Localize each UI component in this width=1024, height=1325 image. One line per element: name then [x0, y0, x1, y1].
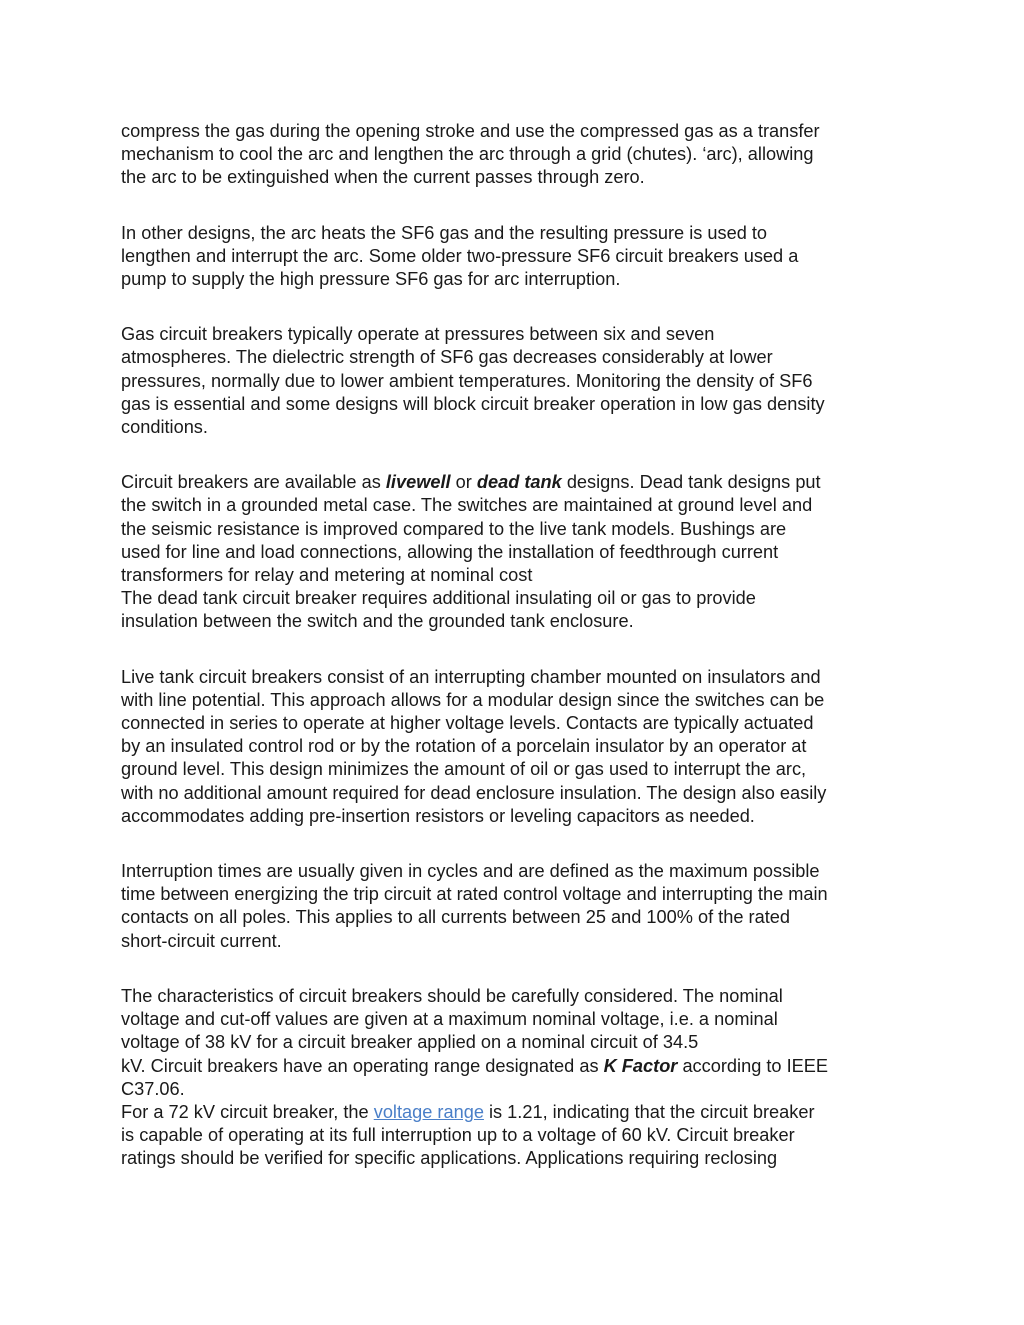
- text-line: Live tank circuit breakers consist of an interrupting chamber mounted on insulators and: [121, 666, 821, 687]
- text-segment: according to IEEE: [677, 1055, 829, 1076]
- text-line: pressures, normally due to lower ambient temperatures. Monitoring the density of SF6: [121, 370, 813, 391]
- text-segment: Circuit breakers are available as: [121, 472, 386, 493]
- paragraph: [121, 323, 911, 439]
- text-line: contacts on all poles. This applies to all currents between 25 and 100% of the rated: [121, 907, 790, 928]
- emphasis-k-factor: K Factor: [603, 1055, 678, 1076]
- text-line: accommodates adding pre-insertion resistors or leveling capacitors as needed.: [121, 805, 755, 826]
- paragraph: [121, 985, 911, 1171]
- text-line: The characteristics of circuit breakers should be carefully considered. The nominal: [121, 985, 783, 1006]
- text-line: insulation between the switch and the grounded tank enclosure.: [121, 611, 634, 632]
- paragraph-spacer: [121, 291, 911, 323]
- text-line: conditions.: [121, 417, 208, 438]
- text-line: short-circuit current.: [121, 930, 282, 951]
- emphasis-dead-tank: dead tank: [476, 472, 562, 493]
- text-line: the switch in a grounded metal case. The switches are maintained at ground level and: [121, 495, 813, 516]
- paragraph-spacer: [121, 634, 911, 666]
- text-line: with line potential. This approach allows for a modular design since the switches can be: [121, 689, 825, 710]
- text-segment: For a 72 kV circuit breaker, the: [121, 1101, 374, 1122]
- text-line: pump to supply the high pressure SF6 gas for arc interruption.: [121, 269, 621, 290]
- emphasis-livewell: livewell: [385, 472, 451, 493]
- text-line: mechanism to cool the arc and lengthen the arc through a grid (chutes). ‘arc), allowing: [121, 144, 814, 165]
- text-line: [121, 1101, 911, 1124]
- text-line: C37.06.: [121, 1078, 185, 1099]
- paragraph-spacer: [121, 439, 911, 471]
- text-line: Gas circuit breakers typically operate at pressures between six and seven: [121, 324, 715, 345]
- text-line: with no additional amount required for dead enclosure insulation. The design also easily: [121, 782, 827, 803]
- text-segment: or: [450, 472, 477, 493]
- text-line: [121, 471, 911, 494]
- text-line: Interruption times are usually given in cycles and are defined as the maximum possible: [121, 861, 820, 882]
- document-body: [121, 120, 911, 1171]
- voltage-range-link[interactable]: voltage range: [373, 1101, 484, 1122]
- paragraph: [121, 120, 911, 190]
- text-line: compress the gas during the opening stroke and use the compressed gas as a transfer: [121, 121, 820, 141]
- text-line: voltage and cut-off values are given at a maximum nominal voltage, i.e. a nominal: [121, 1009, 778, 1030]
- text-line: lengthen and interrupt the arc. Some older two-pressure SF6 circuit breakers used a: [121, 245, 799, 266]
- text-line: [121, 1055, 911, 1078]
- text-line: connected in series to operate at higher voltage levels. Contacts are typically actuated: [121, 713, 814, 734]
- text-line: by an insulated control rod or by the rotation of a porcelain insulator by an operator at: [121, 736, 807, 757]
- text-line: ground level. This design minimizes the amount of oil or gas used to interrupt the arc,: [121, 759, 807, 780]
- text-line: ratings should be verified for specific applications. Applications requiring reclosing: [121, 1148, 778, 1169]
- paragraph-spacer: [121, 190, 911, 222]
- text-line: used for line and load connections, allowing the installation of feedthrough current: [121, 541, 779, 562]
- paragraph: [121, 666, 911, 828]
- text-segment: designs. Dead tank designs put: [561, 472, 821, 493]
- paragraph-spacer: [121, 953, 911, 985]
- text-line: the seismic resistance is improved compared to the live tank models. Bushings are: [121, 518, 787, 539]
- text-line: voltage of 38 kV for a circuit breaker applied on a nominal circuit of 34.5: [121, 1032, 699, 1053]
- paragraph: [121, 860, 911, 953]
- text-segment: kV. Circuit breakers have an operating range designated as: [121, 1055, 604, 1076]
- text-line: is capable of operating at its full interruption up to a voltage of 60 kV. Circuit breaker: [121, 1125, 795, 1146]
- text-line: The dead tank circuit breaker requires additional insulating oil or gas to provide: [121, 588, 756, 609]
- text-line: transformers for relay and metering at nominal cost: [121, 565, 533, 586]
- text-line: the arc to be extinguished when the current passes through zero.: [121, 167, 645, 188]
- paragraph: [121, 471, 911, 633]
- text-line: In other designs, the arc heats the SF6 gas and the resulting pressure is used to: [121, 222, 768, 243]
- paragraph-spacer: [121, 828, 911, 860]
- text-segment: is 1.21, indicating that the circuit breaker: [483, 1101, 815, 1122]
- text-line: time between energizing the trip circuit at rated control voltage and interrupting the main: [121, 884, 828, 905]
- paragraph: [121, 222, 911, 292]
- text-line: atmospheres. The dielectric strength of SF6 gas decreases considerably at lower: [121, 347, 773, 368]
- text-line: gas is essential and some designs will block circuit breaker operation in low gas density: [121, 393, 825, 414]
